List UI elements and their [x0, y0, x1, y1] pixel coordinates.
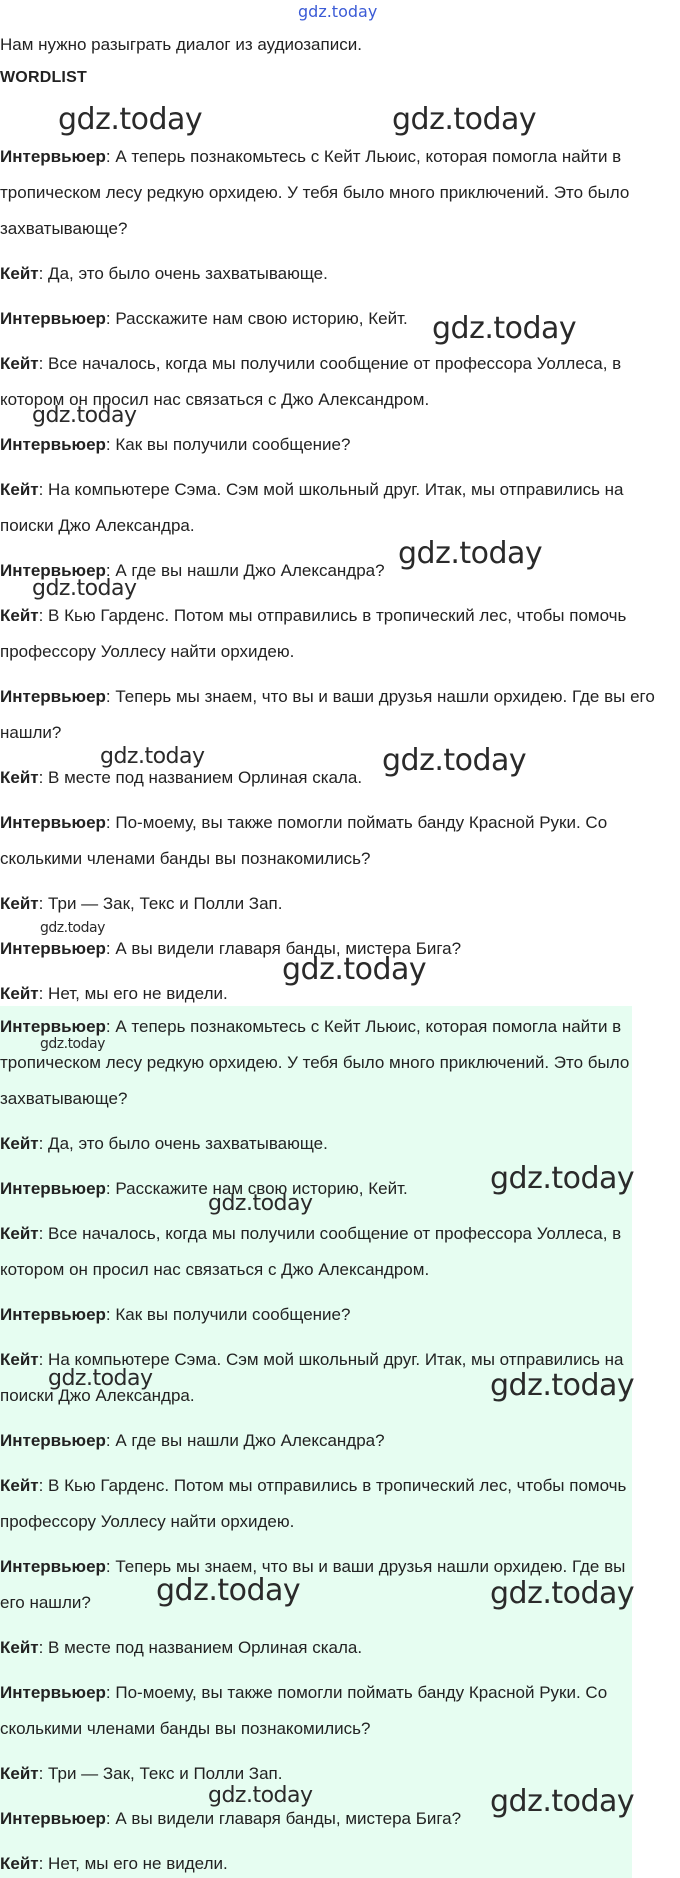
watermark: gdz.today [490, 1368, 635, 1403]
dialog-line: Кейт: В Кью Гарденс. Потом мы отправились в тропический лес, чтобы помочь профессору Уоллесу найти орхидею. [0, 1476, 627, 1531]
watermark: gdz.today [382, 743, 527, 778]
dialog-line: Интервьюер: Расскажите нам свою историю, Кейт. [0, 309, 408, 328]
site-logo[interactable]: gdz.today [298, 2, 378, 21]
dialog-line: Интервьюер: А вы видели главаря банды, мистера Бига? [0, 939, 462, 958]
dialog-line: Интервьюер: По-моему, вы также помогли поймать банду Красной Руки. Со сколькими членами банды вы познакомились? [0, 813, 608, 868]
dialog-line: Кейт: Все началось, когда мы получили сообщение от профессора Уоллеса, в котором он просил нас связаться с Джо Александром. [0, 1224, 622, 1279]
dialog-line: Интервьюер: Теперь мы знаем, что вы и ваши друзья нашли орхидею. Где вы его нашли? [0, 687, 655, 742]
dialog-line: Интервьюер: Теперь мы знаем, что вы и ваши друзья нашли орхидею. Где вы его нашли? [0, 1557, 626, 1612]
dialog-line: Кейт: Нет, мы его не видели. [0, 1854, 228, 1873]
watermark: gdz.today [398, 536, 543, 571]
dialog-line: Кейт: Да, это было очень захватывающе. [0, 264, 328, 283]
dialog-line: Кейт: На компьютере Сэма. Сэм мой школьный друг. Итак, мы отправились на поиски Джо Александра. [0, 1350, 624, 1405]
watermark: gdz.today [58, 102, 203, 137]
dialog-line: Кейт: Нет, мы его не видели. [0, 984, 228, 1003]
watermark: gdz.today [32, 403, 137, 428]
watermark: gdz.today [432, 311, 577, 346]
dialog-line: Интервьюер: По-моему, вы также помогли поймать банду Красной Руки. Со сколькими членами банды вы познакомились? [0, 1683, 608, 1738]
dialog-line: Интервьюер: Как вы получили сообщение? [0, 435, 351, 454]
dialog-line: Интервьюер: Как вы получили сообщение? [0, 1305, 351, 1324]
dialog-section-plain [0, 139, 680, 1021]
watermark: gdz.today [40, 920, 105, 936]
watermark: gdz.today [490, 1784, 635, 1819]
watermark: gdz.today [40, 1036, 105, 1052]
dialog-line: Кейт: На компьютере Сэма. Сэм мой школьный друг. Итак, мы отправились на поиски Джо Александра. [0, 480, 624, 535]
watermark: gdz.today [392, 102, 537, 137]
intro-text: Нам нужно разыграть диалог из аудиозаписи. [0, 35, 362, 54]
watermark: gdz.today [490, 1161, 635, 1196]
dialog-line: Интервьюер: А теперь познакомьтесь с Кейт Льюис, которая помогла найти в тропическом лесу редкую орхидею. У тебя было много приключений. Это было захватывающе? [0, 1017, 630, 1108]
dialog-line: Интервьюер: А теперь познакомьтесь с Кейт Льюис, которая помогла найти в тропическом лесу редкую орхидею. У тебя было много приключений. Это было захватывающе? [0, 147, 630, 238]
dialog-section-highlighted [0, 1009, 635, 1878]
watermark: gdz.today [208, 1191, 313, 1216]
watermark: gdz.today [490, 1576, 635, 1611]
dialog-line: Интервьюер: А вы видели главаря банды, мистера Бига? [0, 1809, 462, 1828]
watermark: gdz.today [48, 1366, 153, 1391]
dialog-line: Интервьюер: Расскажите нам свою историю, Кейт. [0, 1179, 408, 1198]
wordlist-heading: WORDLIST [0, 69, 87, 86]
dialog-line: Кейт: Три — Зак, Текс и Полли Зап. [0, 894, 283, 913]
dialog-line: Кейт: В месте под названием Орлиная скала. [0, 1638, 363, 1657]
watermark: gdz.today [32, 576, 137, 601]
watermark: gdz.today [208, 1783, 313, 1808]
watermark: gdz.today [282, 952, 427, 987]
dialog-line: Интервьюер: А где вы нашли Джо Александра? [0, 1431, 385, 1450]
dialog-line: Кейт: В Кью Гарденс. Потом мы отправились в тропический лес, чтобы помочь профессору Уоллесу найти орхидею. [0, 606, 627, 661]
dialog-line: Кейт: В месте под названием Орлиная скала. [0, 768, 363, 787]
dialog-line: Интервьюер: А где вы нашли Джо Александра? [0, 561, 385, 580]
dialog-line: Кейт: Все началось, когда мы получили сообщение от профессора Уоллеса, в котором он просил нас связаться с Джо Александром. [0, 354, 622, 409]
dialog-line: Кейт: Да, это было очень захватывающе. [0, 1134, 328, 1153]
watermark: gdz.today [100, 744, 205, 769]
watermark: gdz.today [156, 1573, 301, 1608]
dialog-line: Кейт: Три — Зак, Текс и Полли Зап. [0, 1764, 283, 1783]
